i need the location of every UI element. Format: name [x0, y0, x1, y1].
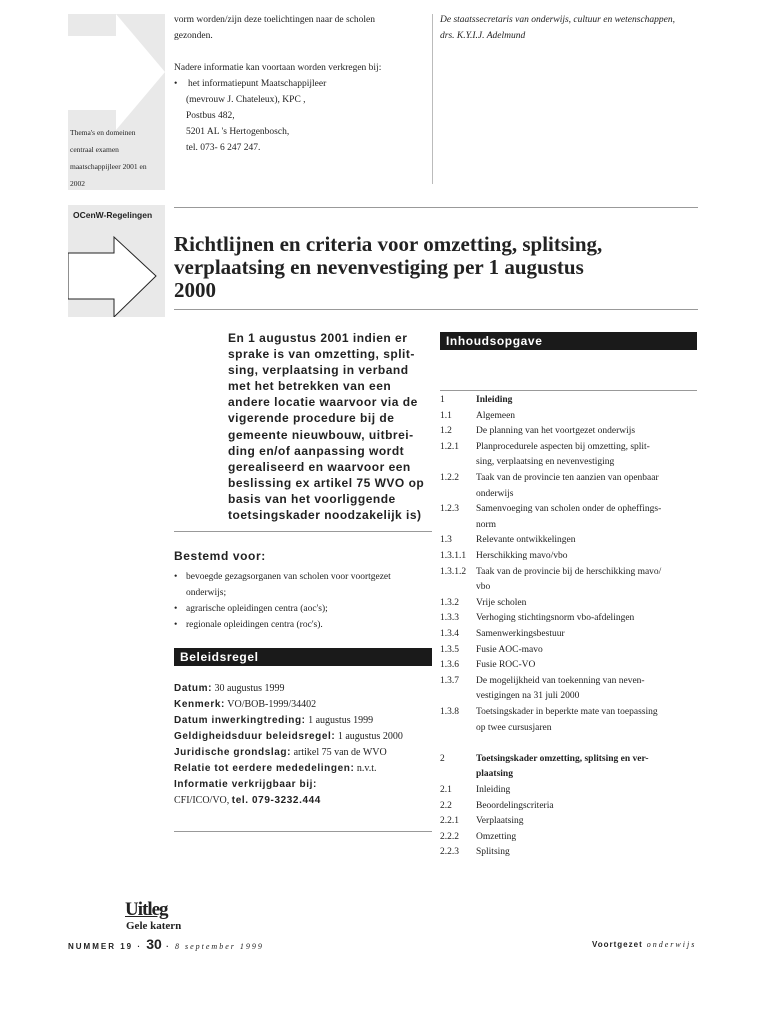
text-line: 5201 AL 's Hertogenbosch, [186, 127, 290, 137]
meta-row [174, 697, 432, 713]
text-line: tel. 073- 6 247 247. [186, 143, 261, 153]
meta-row [174, 745, 432, 761]
beleidsregel-details [174, 681, 432, 809]
toc-entry [440, 674, 700, 705]
toc-entry-text: Toetsingskader in beperkte mate van toepassing [476, 707, 658, 717]
intro-line: met het betrekken van een [228, 379, 392, 394]
top-left-text [174, 12, 429, 156]
toc-entry-text: Taak van de provincie ten aanzien van openbaar [476, 473, 659, 483]
toc-entry-text: Vrije scholen [476, 597, 527, 608]
meta-label: Geldigheidsduur beleidsregel: [174, 731, 336, 742]
intro-line: andere locatie waarvoor via de [228, 395, 418, 410]
title-line: verplaatsing en nevenvestiging per 1 augustus [174, 255, 584, 279]
bullet-line [174, 76, 429, 92]
meta-value: VO/BOB-1999/34402 [224, 699, 317, 710]
toc-entry-text: sing, verplaatsing en nevenvestiging [476, 457, 615, 468]
signature-line: drs. K.Y.I.J. Adelmund [440, 31, 526, 41]
meta-label: Juridische grondslag: [174, 747, 292, 758]
meta-row [174, 777, 432, 793]
meta-row [174, 713, 432, 729]
side-caption-line: maatschappijleer 2001 en [70, 162, 147, 171]
bestemd-heading: Bestemd voor: [174, 549, 266, 563]
toc-entry [440, 549, 700, 565]
toc-entry-text: Fusie AOC-mavo [476, 644, 543, 655]
meta-row [174, 681, 432, 697]
toc-entry [440, 393, 700, 409]
toc-heading [440, 332, 697, 350]
title-line: Richtlijnen en criteria voor omzetting, splitsing, [174, 232, 603, 256]
toc-entry [440, 814, 700, 830]
toc-entry-number: 2.1 [440, 785, 452, 795]
toc-entry [440, 627, 700, 643]
toc-entry [440, 565, 700, 596]
logo-title: Uitleg [125, 899, 168, 920]
toc-entry-text: onderwijs [476, 488, 514, 499]
intro-line: ding en/of aanpassing wordt [228, 443, 405, 458]
toc-entry [440, 596, 700, 612]
toc-entry-number: 1.2.1 [440, 441, 459, 452]
list-item-line: onderwijs; [186, 588, 227, 598]
toc-entry-text: op twee cursusjaren [476, 722, 552, 733]
column-divider [432, 14, 433, 184]
toc-entry-number: 2.2.1 [440, 816, 459, 827]
intro-paragraph [228, 330, 434, 523]
intro-line: basis van het voorliggende [228, 491, 396, 506]
bullet: • [174, 572, 178, 582]
toc-entry-number: 1.3.3 [440, 613, 459, 624]
toc-entry-number: 1.2 [440, 426, 452, 437]
toc-entry-text: Verplaatsing [476, 816, 524, 827]
intro-line: sprake is van omzetting, split- [228, 347, 415, 362]
meta-value: CFI/ICO/VO, [174, 795, 232, 806]
spacer [174, 44, 429, 60]
toc-entry [440, 611, 700, 627]
meta-label: Datum inwerkingtreding: [174, 715, 306, 726]
list-item [174, 617, 432, 633]
toc-entry [440, 643, 700, 659]
toc-entry-text: Omzetting [476, 831, 517, 842]
toc-entry [440, 502, 700, 533]
intro-line: sing, verplaatsing in verband [228, 363, 409, 378]
toc-entry-text: Samenwerkingsbestuur [476, 629, 565, 639]
beleidsregel-bottom-rule [174, 831, 432, 832]
title-line: 2000 [174, 278, 216, 302]
toc-entry [440, 409, 700, 425]
footer-left [68, 936, 264, 952]
meta-value: 30 augustus 1999 [212, 683, 285, 694]
footer-section-a: Voortgezet [592, 940, 643, 949]
bullet: • [174, 604, 178, 614]
toc-entry-number: 1.3.6 [440, 660, 459, 671]
toc-entry [440, 471, 700, 502]
page-number: 30 [146, 936, 162, 952]
meta-row [174, 793, 432, 809]
toc-entry-number: 2 [440, 753, 445, 764]
logo-subtitle: Gele katern [126, 920, 182, 932]
toc-entry-number: 1.3.2 [440, 597, 459, 608]
toc-entry-number: 1.3.1.2 [440, 566, 467, 577]
toc-entry-text: vbo [476, 582, 491, 593]
meta-row [174, 729, 432, 745]
separator: · [166, 942, 171, 951]
toc-entry-text: Inleiding [476, 395, 513, 405]
meta-label: Relatie tot eerdere mededelingen: [174, 763, 355, 774]
section-side-panel [68, 205, 165, 317]
meta-row [174, 761, 432, 777]
toc-entry-text: Inleiding [476, 785, 511, 795]
meta-value: artikel 75 van de WVO [291, 747, 387, 758]
list-item [174, 569, 432, 601]
toc-entry-number: 1.3.5 [440, 644, 459, 655]
toc-entry-text: Toetsingskader omzetting, splitsing en ver- [476, 753, 649, 764]
text-line: Postbus 482, [186, 111, 235, 121]
toc-entry-text: Verhoging stichtingsnorm vbo-afdelingen [476, 613, 635, 624]
beleidsregel-heading [174, 648, 432, 666]
toc-entry [440, 830, 700, 846]
page-title [174, 233, 704, 302]
bullet: • [174, 620, 178, 630]
toc-entry-number: 1.2.3 [440, 504, 459, 515]
section-label: OCenW-Regelingen [73, 210, 153, 220]
signature-block [440, 12, 720, 44]
toc-entry-number: 2.2.2 [440, 831, 459, 842]
toc-entry [440, 533, 700, 549]
toc-entry-text: vestigingen na 31 juli 2000 [476, 691, 580, 702]
meta-label: Kenmerk: [174, 699, 225, 710]
side-caption-line: centraal examen [70, 145, 119, 154]
bullet: • [174, 79, 178, 89]
meta-value: 1 augustus 2000 [335, 731, 403, 742]
toc-entry-text: Algemeen [476, 410, 516, 421]
toc-entry-number: 1.3.7 [440, 675, 459, 686]
intro-line: beslissing ex artikel 75 WVO op [228, 475, 425, 490]
bestemd-list [174, 569, 432, 633]
list-item [174, 601, 432, 617]
toc-entry-text: Beoordelingscriteria [476, 800, 554, 811]
right-arrow-icon [68, 14, 165, 134]
toc-entry-text: De planning van het voortgezet onderwijs [476, 426, 636, 437]
issue-number: NUMMER 19 [68, 942, 134, 951]
text-line: Nadere informatie kan voortaan worden verkregen bij: [174, 63, 382, 73]
title-bottom-rule [174, 309, 698, 310]
meta-label: Datum: [174, 683, 213, 694]
toc-entry [440, 752, 700, 783]
toc-entry-text: Splitsing [476, 847, 510, 858]
toc-entry-number: 1.3.1.1 [440, 551, 467, 561]
meta-value: n.v.t. [354, 763, 377, 774]
meta-label: Informatie verkrijgbaar bij: [174, 779, 317, 790]
toc-entry [440, 799, 700, 815]
footer-section-b: onderwijs [646, 940, 697, 949]
toc-entry [440, 705, 700, 736]
side-caption-line: 2002 [70, 179, 85, 188]
toc-entry-text: Samenvoeging van scholen onder de opheffings- [476, 504, 662, 515]
issue-date: 8 september 1999 [174, 942, 264, 951]
toc-entry-number: 2.2 [440, 800, 452, 811]
toc-entry [440, 440, 700, 471]
right-arrow-icon [68, 205, 165, 317]
toc-heading-text: Inhoudsopgave [446, 334, 543, 348]
side-caption-line: Thema's en domeinen [70, 128, 136, 137]
uitleg-logo [108, 900, 188, 932]
intro-line: gemeente nieuwbouw, uitbrei- [228, 427, 414, 442]
toc-entry-number: 1 [440, 395, 445, 405]
toc-entry [440, 424, 700, 440]
intro-line: gerealiseerd en waarvoor een [228, 459, 411, 474]
list-item-line: bevoegde gezagsorganen van scholen voor voortgezet [186, 572, 391, 582]
text-line: gezonden. [174, 31, 213, 41]
intro-line: En 1 augustus 2001 indien er [228, 331, 408, 345]
toc-entry-number: 2.2.3 [440, 847, 459, 858]
toc-entry-text: Herschikking mavo/vbo [476, 551, 568, 561]
toc-entry-text: Fusie ROC-VO [476, 660, 536, 671]
toc-entry [440, 845, 700, 861]
toc-entry [440, 783, 700, 799]
title-rule [174, 207, 698, 208]
toc-entry-number: 1.3.4 [440, 629, 459, 639]
list-item-line: agrarische opleidingen centra (aoc's); [186, 604, 328, 614]
beleidsregel-heading-text: Beleidsregel [180, 650, 259, 664]
toc-entry-number: 1.3 [440, 535, 452, 546]
toc-entry-number: 1.3.8 [440, 707, 459, 717]
meta-phone: tel. 079-3232.444 [231, 795, 321, 806]
toc-entry [440, 658, 700, 674]
toc-entry-text: Planprocedurele aspecten bij omzetting, split- [476, 441, 650, 452]
separator: · [137, 942, 143, 951]
side-caption [70, 124, 170, 192]
toc-entry-text: De mogelijkheid van toekenning van neven- [476, 675, 645, 686]
toc-entry-text: Taak van de provincie bij de herschikking mavo/ [476, 566, 662, 577]
intro-line: toetsingskader noodzakelijk is) [228, 508, 422, 523]
footer-right [592, 940, 696, 949]
intro-bottom-rule [174, 531, 432, 532]
toc-entry-text: norm [476, 519, 497, 530]
text-line: vorm worden/zijn deze toelichtingen naar de scholen [174, 15, 376, 25]
toc-entry-text: Relevante ontwikkelingen [476, 535, 576, 546]
toc-entry-number: 1.1 [440, 410, 452, 421]
list-item-line: regionale opleidingen centra (roc's). [186, 620, 323, 630]
toc-entry-number: 1.2.2 [440, 473, 459, 483]
meta-value: 1 augustus 1999 [305, 715, 374, 726]
text-line: het informatiepunt Maatschappijleer [188, 79, 327, 89]
text-line: (mevrouw J. Chateleux), KPC , [186, 95, 306, 105]
toc-entry-text: plaatsing [476, 769, 513, 780]
intro-line: vigerende procedure bij de [228, 411, 395, 426]
toc-rule [440, 390, 697, 391]
signature-line: De staatssecretaris van onderwijs, cultuur en wetenschappen, [440, 15, 676, 25]
